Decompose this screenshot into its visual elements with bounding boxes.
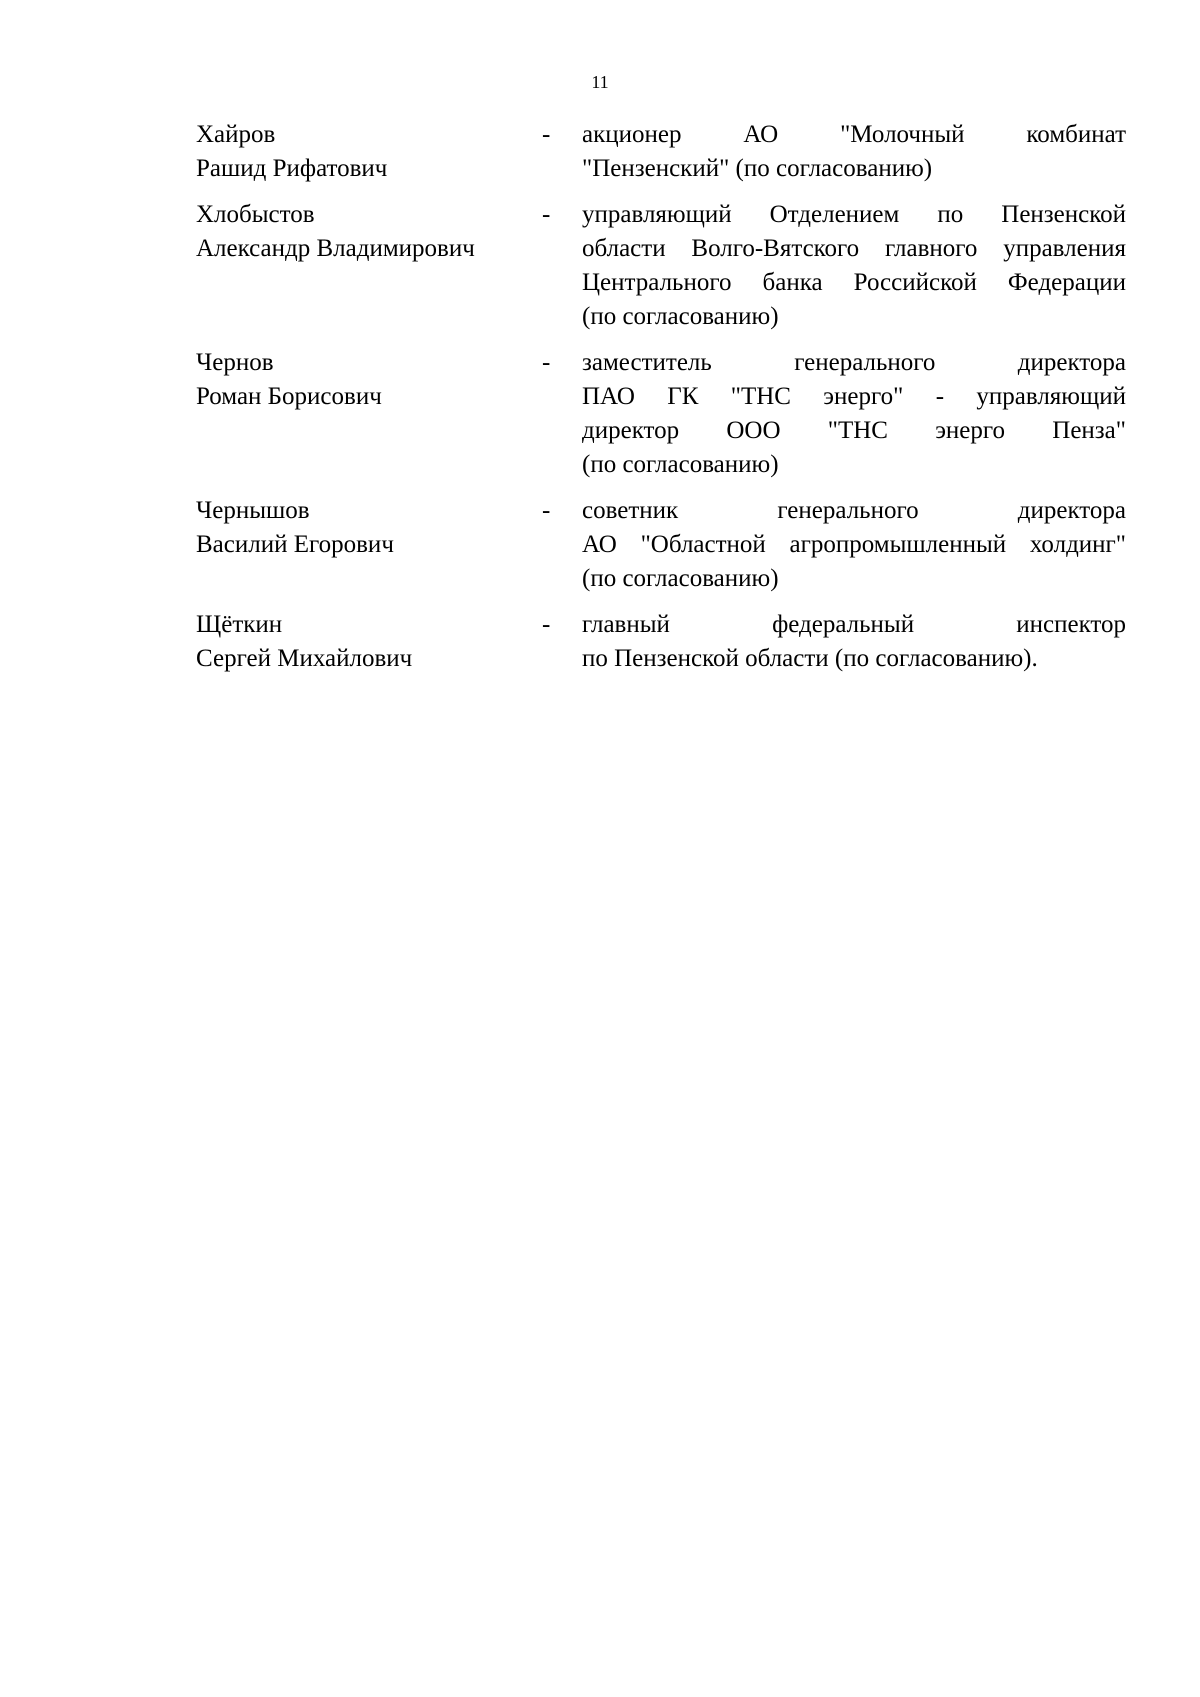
member-position bbox=[582, 118, 1126, 186]
member-entry bbox=[196, 494, 1126, 596]
member-position bbox=[582, 346, 1126, 482]
member-position bbox=[582, 198, 1126, 334]
member-surname: Щёткин bbox=[196, 611, 283, 638]
position-line: по Пензенской области (по согласованию). bbox=[582, 645, 1038, 672]
position-line: директор ООО "ТНС энерго Пенза" bbox=[582, 417, 1126, 444]
position-line: (по согласованию) bbox=[582, 451, 779, 478]
position-line: управляющий Отделением по Пензенской bbox=[582, 201, 1126, 228]
dash-separator: - bbox=[542, 497, 551, 524]
member-surname: Хайров bbox=[196, 121, 276, 148]
member-entry bbox=[196, 118, 1126, 186]
member-surname: Чернов bbox=[196, 349, 274, 376]
page-number: 11 bbox=[591, 72, 609, 92]
position-line: советник генерального директора bbox=[582, 497, 1126, 524]
member-name bbox=[196, 198, 542, 266]
dash-separator: - bbox=[542, 349, 551, 376]
position-line: АО "Областной агропромышленный холдинг" bbox=[582, 531, 1126, 558]
position-line: области Волго-Вятского главного управления bbox=[582, 235, 1126, 262]
member-entry bbox=[196, 608, 1126, 676]
member-given-names: Роман Борисович bbox=[196, 383, 382, 410]
dash-separator: - bbox=[542, 201, 551, 228]
member-entry bbox=[196, 198, 1126, 334]
position-line: заместитель генерального директора bbox=[582, 349, 1126, 376]
dash-separator: - bbox=[542, 121, 551, 148]
member-name bbox=[196, 118, 542, 186]
member-name bbox=[196, 346, 542, 414]
member-position bbox=[582, 608, 1126, 676]
member-position bbox=[582, 494, 1126, 596]
member-name bbox=[196, 608, 542, 676]
position-line: (по согласованию) bbox=[582, 303, 779, 330]
position-line: ПАО ГК "ТНС энерго" - управляющий bbox=[582, 383, 1126, 410]
member-given-names: Сергей Михайлович bbox=[196, 645, 413, 672]
dash-separator: - bbox=[542, 611, 551, 638]
member-given-names: Василий Егорович bbox=[196, 531, 394, 558]
position-line: акционер АО "Молочный комбинат bbox=[582, 121, 1126, 148]
member-surname: Чернышов bbox=[196, 497, 310, 524]
member-given-names: Александр Владимирович bbox=[196, 235, 475, 262]
member-name bbox=[196, 494, 542, 562]
member-list bbox=[196, 118, 1126, 676]
position-line: (по согласованию) bbox=[582, 565, 779, 592]
member-surname: Хлобыстов bbox=[196, 201, 315, 228]
member-given-names: Рашид Рифатович bbox=[196, 155, 388, 182]
position-line: Центрального банка Российской Федерации bbox=[582, 269, 1126, 296]
member-entry bbox=[196, 346, 1126, 482]
position-line: "Пензенский" (по согласованию) bbox=[582, 155, 933, 182]
position-line: главный федеральный инспектор bbox=[582, 611, 1126, 638]
